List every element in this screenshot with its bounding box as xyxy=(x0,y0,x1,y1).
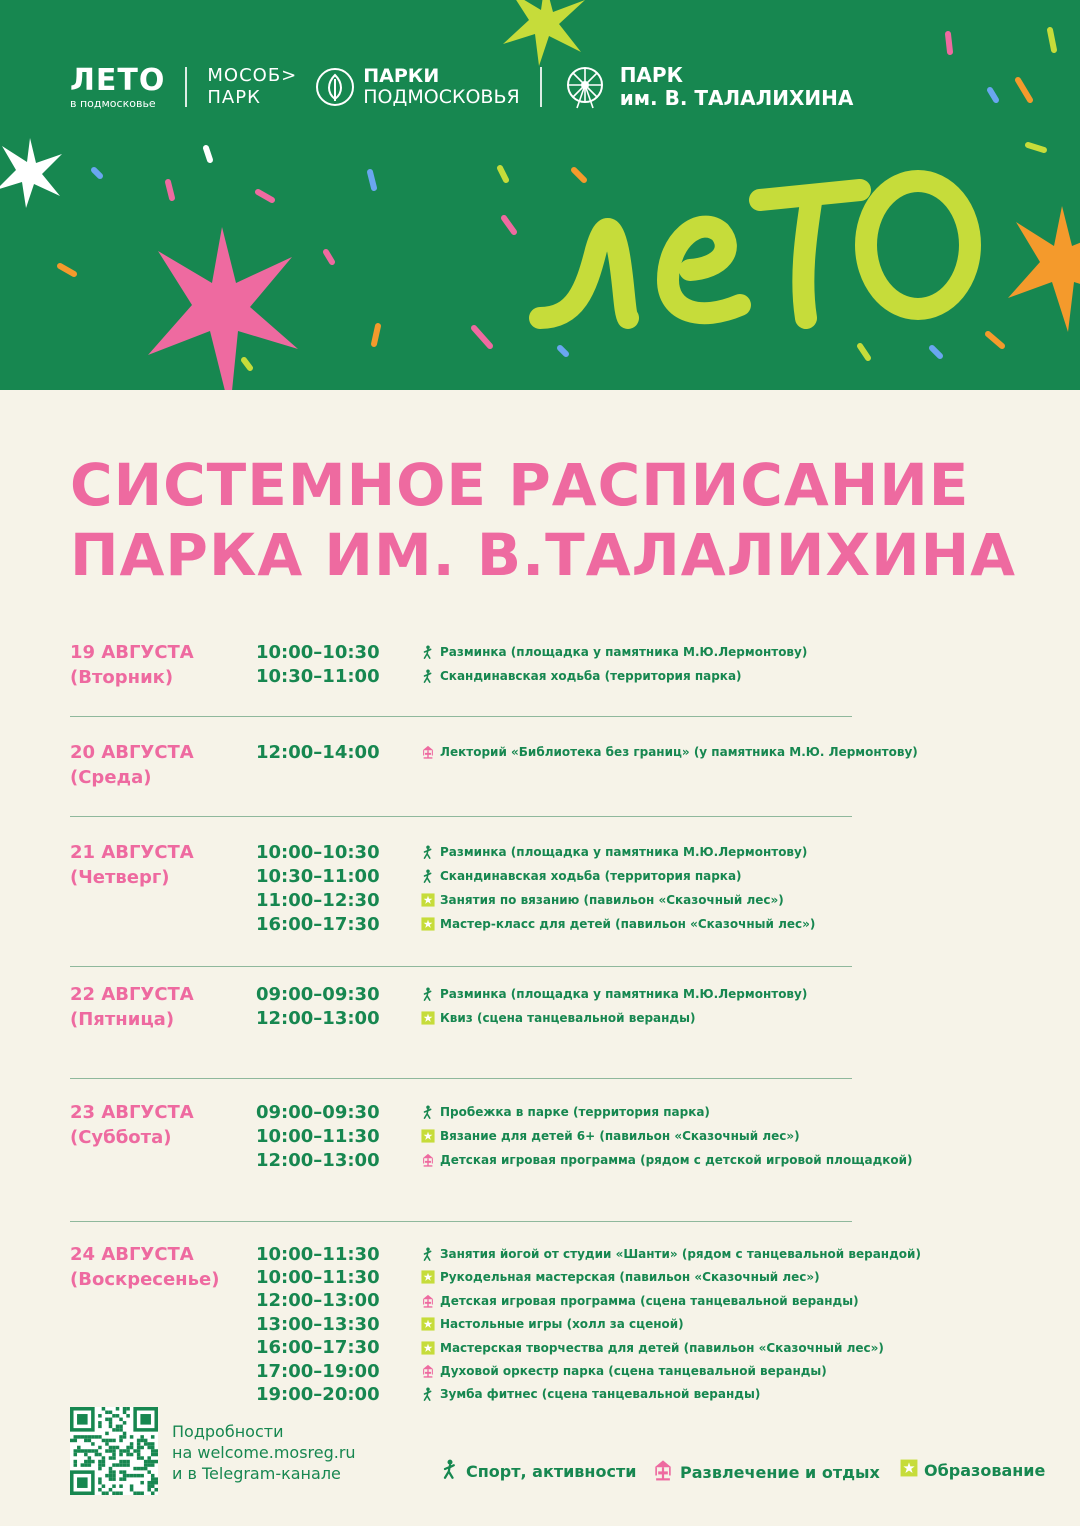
event-time: 12:00–13:00 xyxy=(256,1290,380,1312)
event-description: Скандинавская ходьба (территория парка) xyxy=(440,869,742,883)
legend-sport-label: Спорт, активности xyxy=(466,1461,637,1481)
logo-talal-line2: им. В. ТАЛАЛИХИНА xyxy=(619,86,854,110)
day-date xyxy=(70,840,250,890)
day-weekday-label: (Воскресенье) xyxy=(70,1269,220,1290)
schedule-event xyxy=(256,1359,827,1383)
day-weekday-label: (Вторник) xyxy=(70,667,174,688)
schedule-event xyxy=(256,1100,710,1124)
event-description: Разминка (площадка у памятника М.Ю.Лермонтову) xyxy=(440,845,808,859)
logo-divider xyxy=(540,67,542,107)
schedule-event xyxy=(256,1312,684,1336)
event-time: 17:00–19:00 xyxy=(256,1360,380,1382)
schedule-event xyxy=(256,888,784,912)
schedule-event xyxy=(256,1382,760,1406)
education-icon xyxy=(418,1314,438,1334)
event-time: 10:00–10:30 xyxy=(256,841,380,863)
event-description: Детская игровая программа (рядом с детской игровой площадкой) xyxy=(440,1153,913,1167)
footer xyxy=(70,1407,1060,1497)
event-time: 16:00–17:30 xyxy=(256,1337,380,1359)
event-time: 10:30–11:00 xyxy=(256,665,380,687)
event-description: Зумба фитнес (сцена танцевальной веранды) xyxy=(440,1387,761,1402)
event-time: 19:00–20:00 xyxy=(256,1383,380,1405)
sport-icon xyxy=(418,1244,438,1264)
event-description: Разминка (площадка у памятника М.Ю.Лермонтову) xyxy=(440,987,808,1001)
event-time: 10:00–11:30 xyxy=(256,1266,380,1288)
event-description: Духовой оркестр парка (сцена танцевальной веранды) xyxy=(440,1364,827,1378)
schedule-event xyxy=(256,864,742,888)
logo-parki-line2: ПОДМОСКОВЬЯ xyxy=(363,86,520,108)
legend-edu xyxy=(900,1459,1045,1481)
logo-mosob-line2: ПАРК xyxy=(207,87,261,108)
schedule-event xyxy=(256,1336,884,1360)
star-icon xyxy=(1008,206,1080,332)
event-description: Занятия по вязанию (павильон «Сказочный лес») xyxy=(440,893,784,907)
event-description: Детская игровая программа (сцена танцевальной веранды) xyxy=(440,1293,859,1308)
day-date-label: 21 АВГУСТА xyxy=(70,842,194,863)
day-date-label: 22 АВГУСТА xyxy=(70,984,194,1005)
event-description: Мастерская творчества для детей (павильон «Сказочный лес») xyxy=(440,1340,884,1355)
event-description: Разминка (площадка у памятника М.Ю.Лермонтову) xyxy=(440,645,808,659)
day-divider xyxy=(70,1221,852,1222)
star-icon xyxy=(503,0,585,66)
carousel-icon xyxy=(418,1291,438,1311)
schedule-event xyxy=(256,640,807,664)
education-icon xyxy=(418,1267,438,1287)
header-banner xyxy=(0,0,1080,390)
schedule-event xyxy=(256,912,815,936)
event-time: 10:00–11:30 xyxy=(256,1243,380,1265)
event-description: Настольные игры (холл за сценой) xyxy=(440,1317,684,1332)
day-date xyxy=(70,1100,250,1150)
event-description: Скандинавская ходьба (территория парка) xyxy=(440,669,742,683)
day-date-label: 19 АВГУСТА xyxy=(70,642,194,663)
sport-icon xyxy=(418,1102,438,1122)
day-date-label: 23 АВГУСТА xyxy=(70,1102,194,1123)
footer-info xyxy=(172,1421,356,1484)
logo-mosobpark xyxy=(207,65,297,109)
day-weekday-label: (Пятница) xyxy=(70,1009,175,1030)
confetti-decoration xyxy=(0,0,1080,390)
education-icon xyxy=(418,1338,438,1358)
day-date-label: 20 АВГУСТА xyxy=(70,742,194,763)
event-description: Лекторий «Библиотека без границ» (у памятника М.Ю. Лермонтову) xyxy=(440,745,918,759)
logo-leto-title: ЛЕТО xyxy=(70,62,166,98)
event-time: 09:00–09:30 xyxy=(256,983,380,1005)
leto-lettering xyxy=(540,181,970,318)
schedule-event xyxy=(256,982,807,1006)
schedule-event xyxy=(256,1265,820,1289)
schedule-event xyxy=(256,740,918,764)
logo-leto-subtitle: в подмосковье xyxy=(70,96,156,110)
legend-edu-label: Образование xyxy=(924,1460,1046,1480)
title-line2: ПАРКА ИМ. В.ТАЛАЛИХИНА xyxy=(70,521,1017,589)
education-icon xyxy=(418,1008,438,1028)
star-icon xyxy=(0,138,62,208)
day-weekday-label: (Суббота) xyxy=(70,1127,172,1148)
day-weekday-label: (Четверг) xyxy=(70,867,170,888)
event-description: Квиз (сцена танцевальной веранды) xyxy=(440,1011,696,1025)
event-description: Пробежка в парке (территория парка) xyxy=(440,1105,710,1119)
sport-icon xyxy=(418,866,438,886)
schedule-event xyxy=(256,1124,800,1148)
education-icon xyxy=(418,1126,438,1146)
carousel-icon xyxy=(418,1361,438,1381)
sport-icon xyxy=(418,666,438,686)
event-time: 16:00–17:30 xyxy=(256,913,380,935)
day-date-label: 24 АВГУСТА xyxy=(70,1244,194,1265)
carousel-icon xyxy=(418,1150,438,1170)
event-description: Мастер-класс для детей (павильон «Сказочный лес») xyxy=(440,917,816,931)
logo-leto-v-podmoskovye xyxy=(70,62,166,110)
title-line1: СИСТЕМНОЕ РАСПИСАНИЕ xyxy=(70,451,970,519)
day-date xyxy=(70,1242,250,1292)
sport-icon xyxy=(418,984,438,1004)
ferris-wheel-icon xyxy=(562,64,608,110)
logo-parki-line1: ПАРКИ xyxy=(363,65,440,87)
event-description: Занятия йогой от студии «Шанти» (рядом с танцевальной верандой) xyxy=(440,1247,921,1261)
education-icon xyxy=(418,914,438,934)
footer-line1: Подробности xyxy=(172,1422,284,1441)
event-description: Вязание для детей 6+ (павильон «Сказочный лес») xyxy=(440,1129,800,1143)
schedule-event xyxy=(256,1006,695,1030)
star-icon xyxy=(148,227,298,390)
day-weekday-label: (Среда) xyxy=(70,767,152,788)
day-date xyxy=(70,982,250,1032)
legend-sport xyxy=(440,1459,636,1483)
logo-parki-podmoskovya xyxy=(315,66,519,108)
day-divider xyxy=(70,966,852,967)
event-time: 09:00–09:30 xyxy=(256,1101,380,1123)
education-icon xyxy=(900,1459,918,1481)
carousel-icon xyxy=(418,742,438,762)
day-divider xyxy=(70,1078,852,1079)
event-time: 11:00–12:30 xyxy=(256,889,380,911)
day-divider xyxy=(70,816,852,817)
footer-line3: и в Telegram-канале xyxy=(172,1464,341,1483)
qr-code-icon[interactable] xyxy=(70,1407,158,1495)
logo-talal-line1: ПАРК xyxy=(619,63,683,87)
event-time: 12:00–13:00 xyxy=(256,1007,380,1029)
footer-line2: на welcome.mosreg.ru xyxy=(172,1443,356,1462)
event-time: 12:00–13:00 xyxy=(256,1149,380,1171)
sport-icon xyxy=(418,642,438,662)
schedule-event xyxy=(256,840,807,864)
logo-mosob-line1: МОСОБ> xyxy=(207,65,298,86)
day-date xyxy=(70,640,250,690)
day-divider xyxy=(70,716,852,717)
logo-park-talalikhina xyxy=(562,64,854,110)
education-icon xyxy=(418,890,438,910)
day-date xyxy=(70,740,250,790)
carousel-icon xyxy=(652,1459,674,1485)
page-title xyxy=(70,450,1030,590)
sport-icon xyxy=(418,842,438,862)
schedule-event xyxy=(256,1289,859,1313)
event-description: Рукодельная мастерская (павильон «Сказочный лес») xyxy=(440,1270,820,1285)
schedule-event xyxy=(256,1242,921,1266)
event-time: 10:00–11:30 xyxy=(256,1125,380,1147)
schedule-event xyxy=(256,1148,913,1172)
event-time: 10:30–11:00 xyxy=(256,865,380,887)
sport-icon xyxy=(418,1384,438,1404)
event-time: 13:00–13:30 xyxy=(256,1313,380,1335)
legend-fun xyxy=(652,1459,880,1485)
schedule-event xyxy=(256,664,742,688)
leaf-icon xyxy=(315,67,355,107)
event-time: 12:00–14:00 xyxy=(256,741,380,763)
sport-icon xyxy=(440,1459,460,1483)
event-time: 10:00–10:30 xyxy=(256,641,380,663)
legend-fun-label: Развлечение и отдых xyxy=(680,1462,880,1482)
logo-divider xyxy=(185,67,187,107)
partner-logos xyxy=(70,62,853,112)
